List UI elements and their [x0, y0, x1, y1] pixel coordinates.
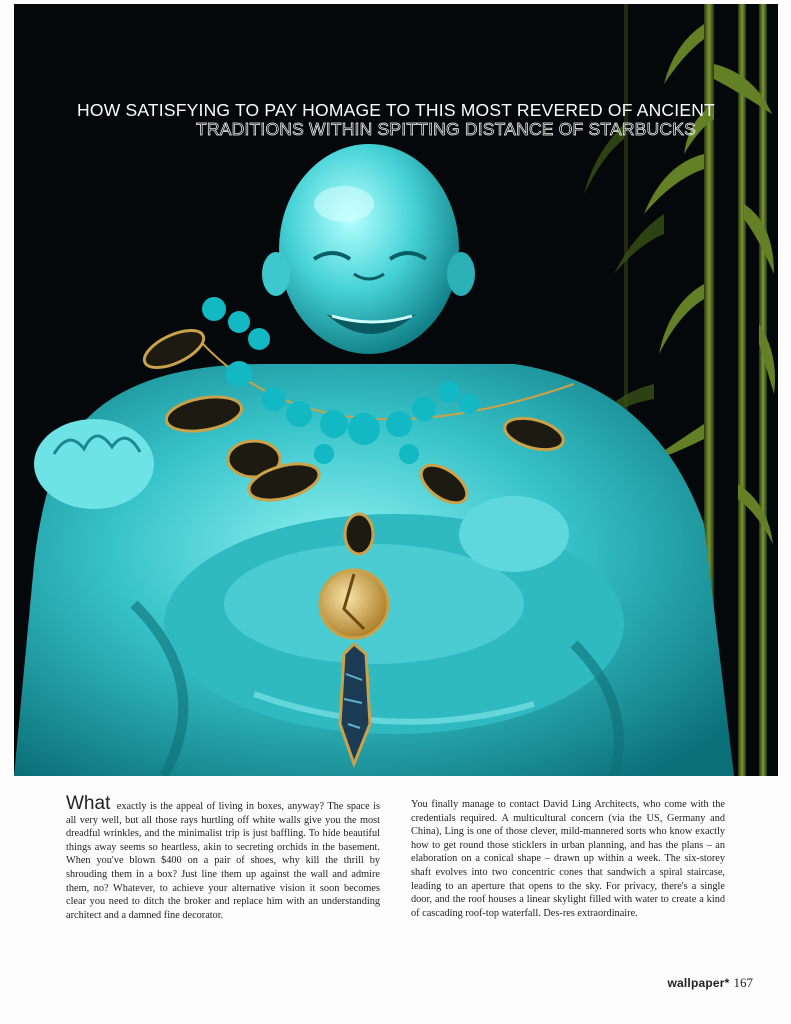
- article-column-right: [411, 798, 725, 920]
- headline-line-2: TRADITIONS WITHIN SPITTING DISTANCE OF STARBUCKS: [196, 119, 696, 139]
- left-column-text: exactly is the appeal of living in boxes, anyway? The space is all very well, but all those rays hurtling off white walls give you the most dreadful wrinkles, and the minimalist trip is just baffling. To hide beautiful things away seems so heartless, akin to secreting orchids in the basement. When you've blown $400 on a pair of shoes, why kill the thrill by shrouding them in a box? Just line them up against the wall and admire them, no? Whatever, to achieve your alternative vision it soon becomes clear you need to ditch the broker and replace him with an understanding architect and a damned fine decorator.: [66, 801, 380, 921]
- headline: [14, 101, 778, 139]
- article-column-left: [66, 793, 380, 922]
- page-footer: [667, 975, 753, 991]
- buddha-photo: [14, 4, 778, 776]
- headline-line-1: HOW SATISFYING TO PAY HOMAGE TO THIS MOST REVERED OF ANCIENT: [77, 100, 715, 120]
- buddha-illustration: [14, 4, 778, 776]
- right-column-text: You finally manage to contact David Ling Architects, who come with the credentials required. A multicultural concern (via the US, Germany and China), Ling is one of those clever, mild-mannered sorts who know exactly how to get round those sticklers in urban planning, and has the plans – an elaboration on a conical shape – drawn up within a week. The six-storey shaft evolves into two concentric cones that sandwich a spiral staircase, leading to an aperture that opens to the sky. For privacy, there's a single door, and the roof houses a linear skylight filled with water to create a kind of cascading roof-top waterfall. Des-res extraordinaire.: [411, 799, 725, 919]
- lead-word: What: [66, 793, 111, 814]
- page-number: 167: [733, 975, 753, 990]
- magazine-logo: wallpaper*: [667, 976, 730, 990]
